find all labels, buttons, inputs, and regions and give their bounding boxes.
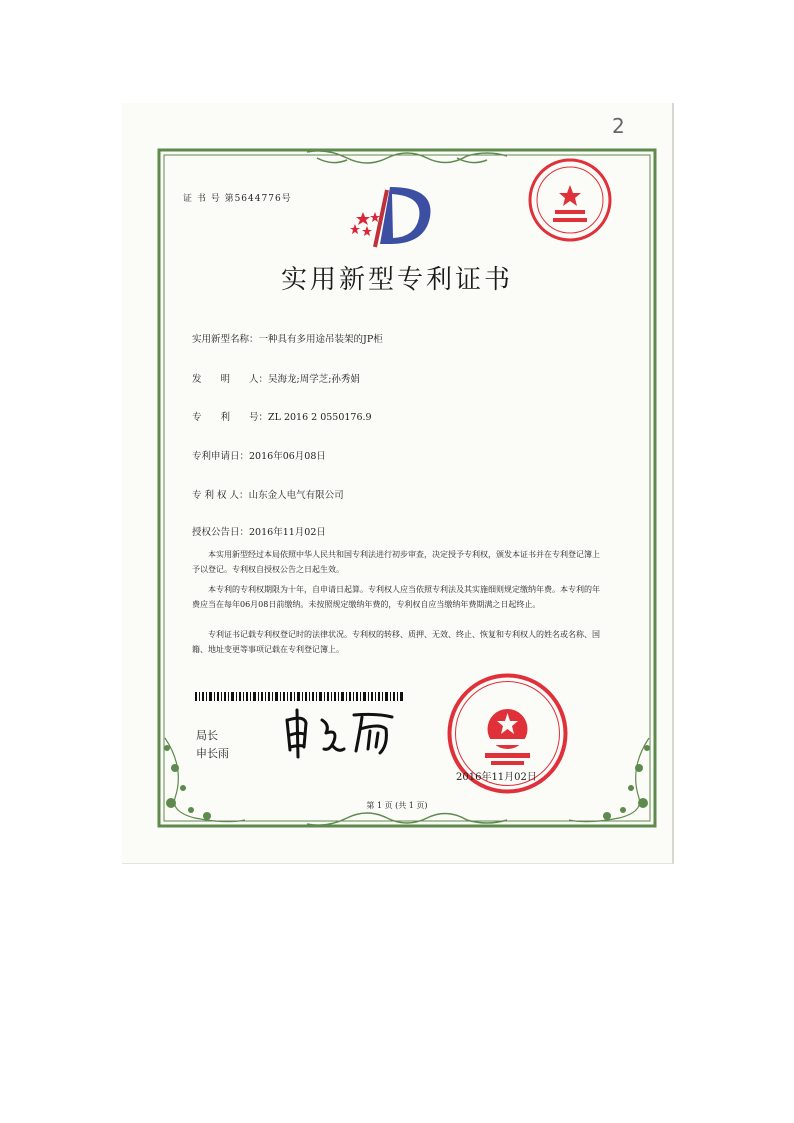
field-patentee [192,487,344,501]
field-patent-number [192,409,372,423]
field-label: 专利申请日： [192,451,250,462]
field-value: 2016年11月02日 [249,527,326,538]
body-paragraph-1: 本实用新型经过本局依照中华人民共和国专利法进行初步审查，决定授予专利权，颁发本证书并在专利登记簿上予以登记。专利权自授权公告之日起生效。 [192,550,600,574]
field-grant-date [192,524,326,538]
certificate-number: 证 书 号 第5644776号 [183,194,292,204]
field-value: 一种具有多用途吊装架的JP柜 [258,334,383,345]
field-label: 专 利 号： [192,412,269,423]
page-title: 实用新型专利证书 [280,265,513,295]
body-paragraph-3: 专利证书记载专利权登记时的法律状况。专利权的转移、质押、无效、终止、恢复和专利权人的姓名或名称、国籍、地址变更等事项记载在专利登记簿上。 [192,630,600,654]
field-application-date [192,448,326,462]
body-paragraph-2: 本专利的专利权期限为十年，自申请日起算。专利权人应当依照专利法及其实施细则规定缴纳年费。本专利的年费应当在每年06月08日前缴纳。未按照规定缴纳年费的，专利权自应当缴纳年费期满之日起终止。 [192,585,600,609]
field-label: 专 利 权 人： [192,490,249,501]
cnipa-logo [345,182,440,256]
field-value: ZL 2016 2 0550176.9 [268,412,372,423]
field-inventors [192,371,360,385]
agency-seal-image [525,155,615,249]
handwritten-mark: 2 [612,114,625,138]
field-label: 实用新型名称： [192,334,259,345]
issue-date: 2016年11月02日 [456,772,537,783]
director-signature [282,705,402,764]
field-label: 发 明 人： [192,374,269,385]
field-value: 2016年06月08日 [249,451,326,462]
field-value: 吴海龙;周学芝;孙秀娟 [268,374,360,385]
director-name: 申长雨 [196,747,229,760]
director-title: 局长 [196,729,218,742]
barcode [195,686,405,705]
field-value: 山东金人电气有限公司 [248,490,344,501]
field-label: 授权公告日： [192,527,250,538]
page-number: 第 1 页 (共 1 页) [366,801,428,810]
field-utility-model-name [192,331,383,345]
